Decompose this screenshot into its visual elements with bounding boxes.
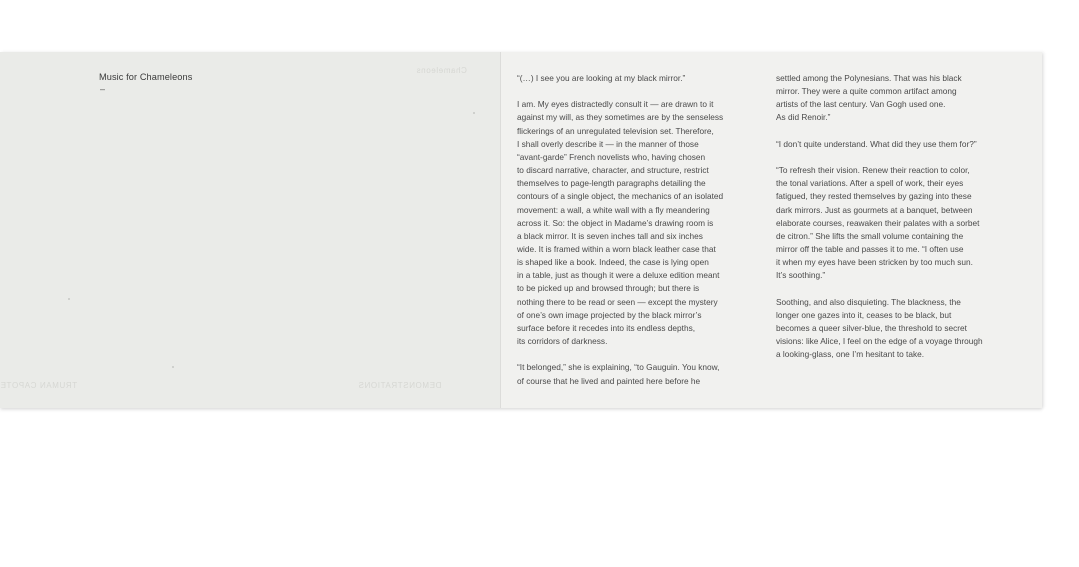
text-line: As did Renoir.” xyxy=(776,112,831,123)
text-column-right xyxy=(776,72,983,375)
paper-speck xyxy=(172,366,174,368)
open-booklet xyxy=(0,52,1042,408)
text-line: to be picked up and browsed through; but there is xyxy=(517,283,700,294)
bleed-through-bottom-center: DEMONSTRATIONS xyxy=(358,381,442,390)
text-line: a looking-glass, one I’m hesitant to take. xyxy=(776,349,925,360)
bleed-through-bottom-left: TRUMAN CAPOTE xyxy=(0,381,78,390)
paragraph xyxy=(517,72,723,85)
text-line: its corridors of darkness. xyxy=(517,336,608,347)
text-line: in a table, just as though it were a deluxe edition meant xyxy=(517,270,720,281)
paper-speck xyxy=(473,112,475,114)
text-line: de citron.” She lifts the small volume containing the xyxy=(776,230,964,241)
paragraph xyxy=(776,138,983,151)
text-line: “(…) I see you are looking at my black mirror.” xyxy=(517,73,686,83)
text-line: it when my eyes have been stricken by too much sun. xyxy=(776,257,973,268)
text-line: wide. It is framed within a worn black leather case that xyxy=(517,244,716,255)
title-dash: – xyxy=(100,84,106,94)
text-line: longer one gazes into it, ceases to be black, but xyxy=(776,309,952,320)
text-line: the tonal variations. After a spell of work, their eyes xyxy=(776,178,964,189)
paragraph xyxy=(776,296,983,362)
text-line: “To refresh their vision. Renew their reaction to color, xyxy=(776,165,970,176)
text-line: mirror off the table and passes it to me. “I often use xyxy=(776,244,964,254)
bleed-through-top: Chameleons xyxy=(416,66,467,75)
text-line: of one’s own image projected by the black mirror’s xyxy=(517,309,702,320)
text-line: becomes a queer silver-blue, the threshold to secret xyxy=(776,322,967,333)
running-title: Music for Chameleons xyxy=(99,72,193,82)
text-line: flickerings of an unregulated television set. Therefore, xyxy=(517,125,714,136)
text-line: a black mirror. It is seven inches tall and six inches xyxy=(517,230,703,241)
text-line: against my will, as they sometimes are by the senseless xyxy=(517,112,724,123)
right-page xyxy=(500,52,1042,408)
text-line: mirror. They were a quite common artifact among xyxy=(776,86,957,97)
text-line: “avant-garde” French novelists who, having chosen xyxy=(517,151,706,162)
paragraph xyxy=(517,98,723,348)
text-line: I am. My eyes distractedly consult it — are drawn to it xyxy=(517,99,714,110)
text-column-left xyxy=(517,72,723,401)
paper-speck xyxy=(68,298,70,300)
text-line: themselves to page-length paragraphs detailing the xyxy=(517,178,706,189)
text-line: “I don’t quite understand. What did they use them for?” xyxy=(776,138,977,149)
text-line: elaborate courses, reawaken their palates with a sorbet xyxy=(776,217,980,228)
paragraph xyxy=(776,72,983,125)
text-line: “It belonged,” she is explaining, “to Gauguin. You know, xyxy=(517,362,720,373)
text-line: to discard narrative, character, and structure, restrict xyxy=(517,165,709,176)
text-line: fatigued, they rested themselves by gazing into these xyxy=(776,191,972,202)
paragraph xyxy=(776,164,983,282)
text-line: visions: like Alice, I feel on the edge of a voyage through xyxy=(776,336,983,347)
text-line: dark mirrors. Just as gourmets at a banquet, between xyxy=(776,204,973,215)
text-line: I shall overly describe it — in the manner of those xyxy=(517,138,699,149)
text-line: contours of a single object, the mechanics of an isolated xyxy=(517,191,724,202)
text-line: It’s soothing.” xyxy=(776,270,826,281)
text-line: across it. So: the object in Madame’s drawing room is xyxy=(517,217,714,228)
left-page xyxy=(0,52,500,408)
text-line: nothing there to be read or seen — except the mystery xyxy=(517,296,718,307)
text-line: artists of the last century. Van Gogh used one. xyxy=(776,99,946,110)
paragraph xyxy=(517,361,723,387)
text-line: surface before it recedes into its endless depths, xyxy=(517,322,696,333)
text-line: is shaped like a book. Indeed, the case is lying open xyxy=(517,257,709,268)
text-line: settled among the Polynesians. That was his black xyxy=(776,73,962,83)
text-line: Soothing, and also disquieting. The blackness, the xyxy=(776,296,961,307)
text-line: movement: a wall, a white wall with a fly meandering xyxy=(517,204,710,215)
text-line: of course that he lived and painted here before he xyxy=(517,375,701,386)
